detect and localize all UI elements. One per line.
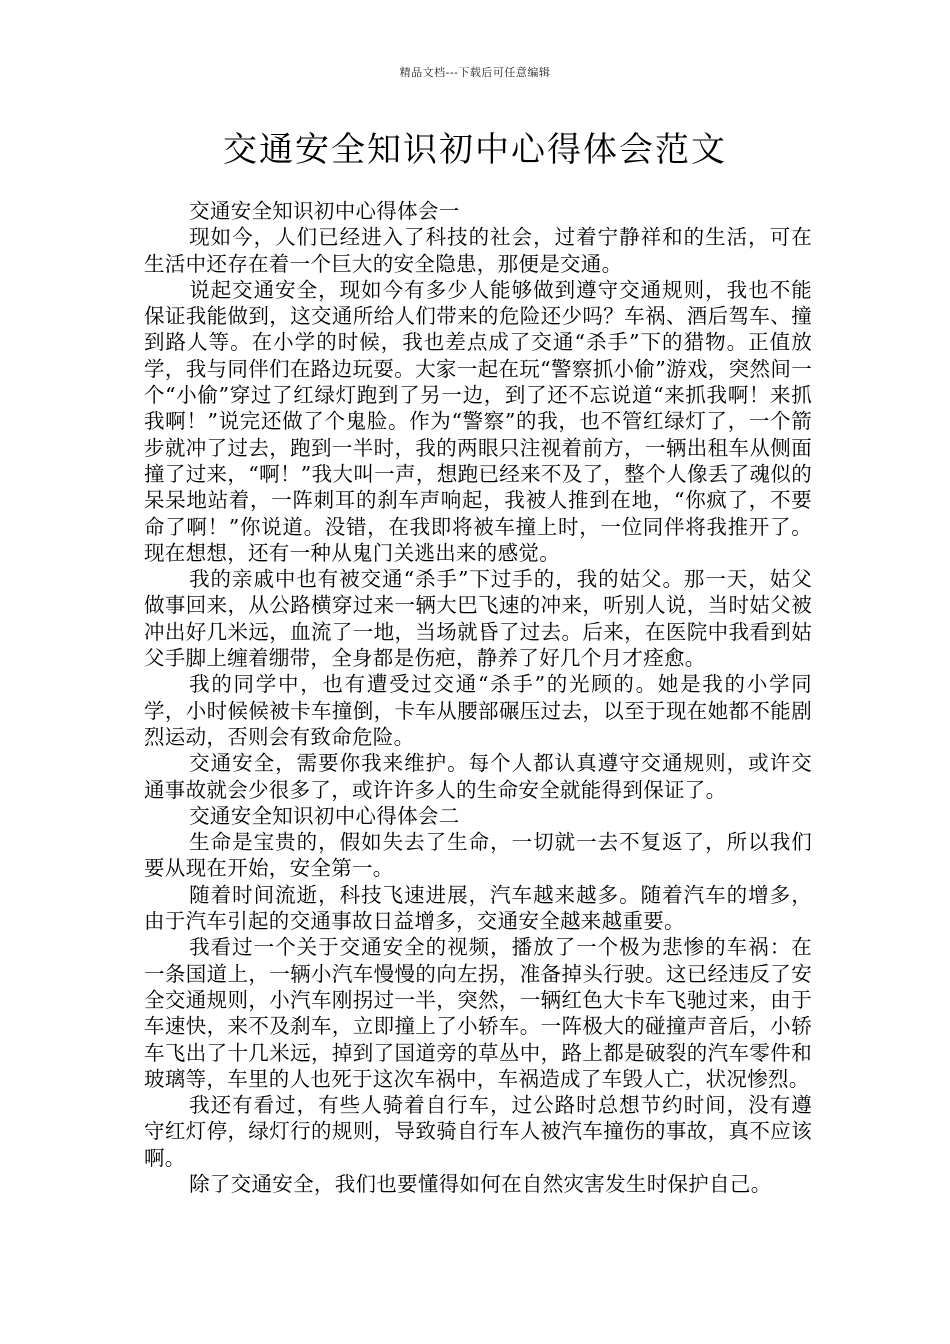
paragraph: 交通安全，需要你我来维护。每个人都认真遵守交通规则，或许交通事故就会少很多了，或许许多人的生命安全就能得到保证了。: [144, 751, 812, 802]
header-note: 精品文档---下载后可任意编辑: [399, 66, 551, 79]
paragraph: 除了交通安全，我们也要懂得如何在自然灾害发生时保护自己。: [189, 1171, 772, 1196]
document-title: 交通安全知识初中心得体会范文: [223, 130, 727, 170]
paragraph: 现如今，人们已经进入了科技的社会，过着宁静祥和的生活，可在生活中还存在着一个巨大的安全隐患，那便是交通。: [144, 225, 812, 276]
section-heading-2: 交通安全知识初中心得体会二: [189, 803, 460, 828]
document-body: [144, 198, 812, 1197]
paragraph: 我的亲戚中也有被交通“杀手”下过手的，我的姑父。那一天，姑父做事回来，从公路横穿过来一辆大巴飞速的冲来，听别人说，当时姑父被冲出好几米远，血流了一地，当场就昏了过去。后来，在医院中我看到姑父手脚上缠着绷带，全身都是伤疤，静养了好几个月才痊愈。: [144, 567, 812, 671]
section-heading-1: 交通安全知识初中心得体会一: [189, 199, 460, 223]
paragraph: 我看过一个关于交通安全的视频，播放了一个极为悲惨的车祸：在一条国道上，一辆小汽车慢慢的向左拐，准备掉头行驶。这已经违反了安全交通规则，小汽车刚拐过一半，突然，一辆红色大卡车飞驰过来，由于车速快，来不及刹车，立即撞上了小轿车。一阵极大的碰撞声音后，小轿车飞出了十几米远，掉到了国道旁的草丛中，路上都是破裂的汽车零件和玻璃等，车里的人也死于这次车祸中，车祸造成了车毁人亡，状况惨烈。: [144, 935, 812, 1091]
paragraph: 说起交通安全，现如今有多少人能够做到遵守交通规则，我也不能保证我能做到，这交通所给人们带来的危险还少吗？车祸、酒后驾车、撞到路人等。在小学的时候，我也差点成了交通“杀手”下的猎物。正值放学，我与同伴们在路边玩耍。大家一起在玩“警察抓小偷”游戏，突然间一个“小偷”穿过了红绿灯跑到了另一边，到了还不忘说道“来抓我啊！来抓我啊！”说完还做了个鬼脸。作为“警察”的我，也不管红绿灯了，一个箭步就冲了过去，跑到一半时，我的两眼只注视着前方，一辆出租车从侧面撞了过来，“啊！”我大叫一声，想跑已经来不及了，整个人像丢了魂似的呆呆地站着，一阵刺耳的刹车声响起，我被人推到在地，“你疯了，不要命了啊！”你说道。没错，在我即将被车撞上时，一位同伴将我推开了。现在想想，还有一种从鬼门关逃出来的感觉。: [144, 277, 812, 565]
paragraph: 我的同学中，也有遭受过交通“杀手”的光顾的。她是我的小学同学，小时候候被卡车撞倒，卡车从腰部碾压过去，以至于现在她都不能剧烈运动，否则会有致命危险。: [144, 672, 812, 749]
paragraph: 生命是宝贵的，假如失去了生命，一切就一去不复返了，所以我们要从现在开始，安全第一。: [144, 830, 812, 881]
paragraph: 随着时间流逝，科技飞速进展，汽车越来越多。随着汽车的增多，由于汽车引起的交通事故日益增多，交通安全越来越重要。: [144, 882, 812, 934]
paragraph: 我还有看过，有些人骑着自行车，过公路时总想节约时间，没有遵守红灯停，绿灯行的规则，导致骑自行车人被汽车撞伤的事故，真不应该啊。: [144, 1093, 812, 1170]
